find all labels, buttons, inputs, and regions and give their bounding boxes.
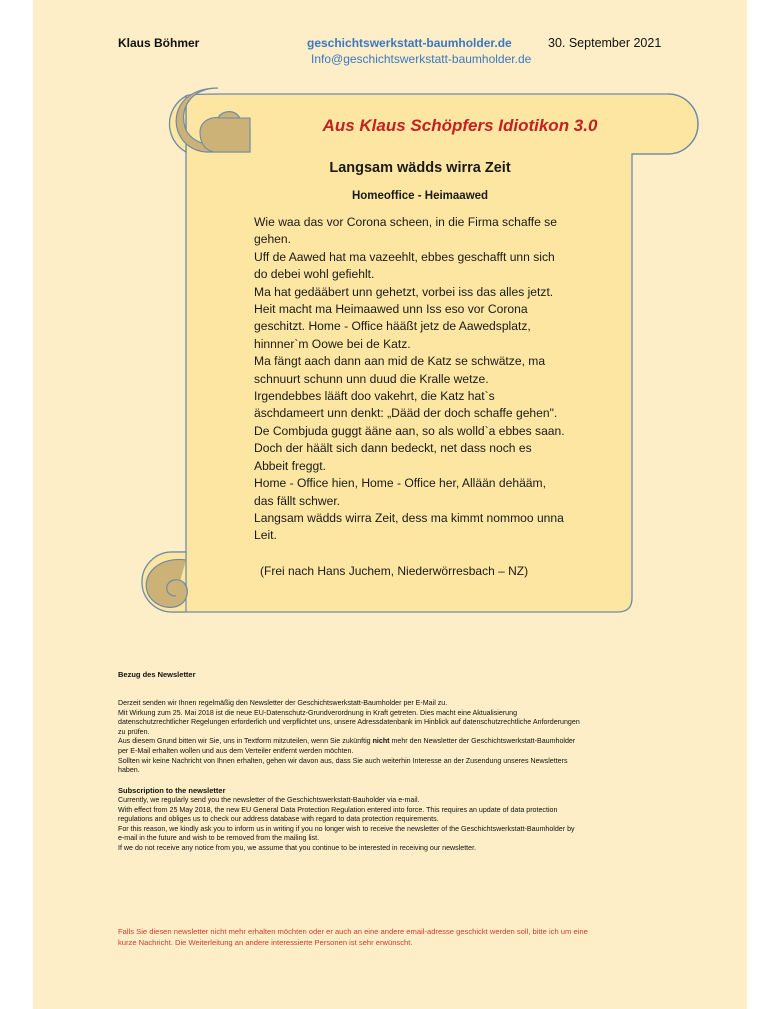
newsletter-text-en: [118, 796, 663, 854]
poem-text: [254, 214, 569, 545]
poem-line: schnuurt schunn unn duud die Kralle wetze.: [254, 371, 489, 386]
text-run: mehr den Newsletter der Geschichtswerkstatt-Baumholder: [389, 737, 576, 746]
document-date: 30. September 2021: [548, 36, 662, 50]
emphasis-nicht: nicht: [372, 737, 390, 746]
poem-line: das fällt schwer.: [254, 493, 341, 508]
poem-subtitle: Homeoffice - Heimaawed: [351, 190, 489, 202]
website-link[interactable]: geschichtswerkstatt-baumholder.de: [307, 36, 512, 50]
poem-line: Home - Office hien, Home - Office her, Allään dehääm,: [254, 476, 546, 491]
poem-line: Wie waa das vor Corona scheen, in die Firma schaffe se: [254, 215, 557, 229]
paragraph-line: For this reason, we kindly ask you to inform us in writing if you no longer wish to receive the newsletter of the Geschichtswerkstatt-Baumholder by: [118, 824, 575, 833]
footer-line: kurze Nachricht. Die Weiterleitung an andere interessierte Personen ist sehr erwünscht.: [118, 938, 413, 947]
poem-line: äschdameert unn denkt: „Dääd der doch schaffe gehen".: [254, 406, 558, 421]
poem-line: Doch der häält sich dann bedeckt, net dass noch es: [254, 441, 532, 456]
poem-line: Uff de Aawed hat ma vazeehlt, ebbes geschafft unn sich: [254, 249, 555, 264]
newsletter-text-de: [118, 699, 663, 776]
poem-line: gehen.: [254, 232, 291, 247]
paragraph-line: Mit Wirkung zum 25. Mai 2018 ist die neue EU-Datenschutz-Grundverordnung in Kraft getreten. Dies macht eine Aktualisierung: [118, 708, 518, 717]
poem-line: Heit macht ma Heimaawed unn Iss eso vor Corona: [254, 302, 528, 317]
paragraph-line: haben.: [118, 766, 140, 775]
poem-line: Irgendebbes lääft doo vakehrt, die Katz hat`s: [254, 389, 495, 404]
paragraph-line: datenschutzrechtlicher Regelungen erforderlich und verpflichtet uns, unsere Adressdatenbank im Hinblick auf datenschutzrechtliche Anforderungen: [118, 718, 580, 727]
paragraph-line: Currently, we regularly send you the newsletter of the Geschichtswerkstatt-Bauholder via e-mail.: [118, 796, 420, 804]
paragraph-line: per E-Mail erhalten wollen und aus dem Verteiler entfernt werden möchten.: [118, 746, 354, 755]
paragraph-line: If we do not receive any notice from you, we assume that you continue to be interested in receiving our newsletter.: [118, 843, 477, 852]
text-run: Aus diesem Grund bitten wir Sie, uns in Textform mitzuteilen, wenn Sie zukünftig: [118, 737, 373, 746]
poem-line: geschitzt. Home - Office hääßt jetz de Aawedsplatz,: [254, 319, 531, 334]
poem-line: do debei wohl gefiehlt.: [254, 267, 375, 282]
paragraph-line: e-mail in the future and wish to be removed from the mailing list.: [118, 834, 320, 843]
poem-line: Leit.: [254, 528, 277, 543]
footer-line: Falls Sie diesen newsletter nicht mehr erhalten möchten oder er auch an eine andere email-adresse geschickt werden soll, bitte ich um eine: [118, 927, 588, 936]
poem-credit: (Frei nach Hans Juchem, Niederwörresbach – NZ): [260, 564, 529, 578]
poem-title: Langsam wädds wirra Zeit: [329, 160, 511, 176]
poem-line: Abbeit freggt.: [254, 458, 326, 473]
poem-line: De Combjuda guggt ääne aan, so als wolld`a ebbes saan.: [254, 423, 565, 438]
newsletter-heading-de: Bezug des Newsletter: [118, 670, 196, 679]
paragraph-line: zu prüfen.: [118, 727, 150, 736]
footer-note: [118, 926, 678, 948]
poem-line: Langsam wädds wirra Zeit, dess ma kimmt nommoo unna: [254, 510, 564, 525]
paragraph-line: regulations and obliges us to check our address database with regard to data protection requirements.: [118, 815, 439, 824]
email-link[interactable]: Info@geschichtswerkstatt-baumholder.de: [311, 52, 532, 66]
paragraph-line: Sollten wir keine Nachricht von Ihnen erhalten, gehen wir davon aus, dass Sie auch weiterhin Interesse an der Zusendung unseres Newsletters: [118, 756, 568, 765]
newsletter-heading-en: Subscription to the newsletter: [118, 786, 226, 795]
poem-line: Ma fängt aach dann aan mid de Katz se schwätze, ma: [254, 354, 546, 369]
scroll-title: Aus Klaus Schöpfers Idiotikon 3.0: [322, 116, 598, 135]
paragraph-line: [118, 737, 663, 747]
author-name: Klaus Böhmer: [118, 36, 200, 50]
paragraph-line: Derzeit senden wir Ihnen regelmäßig den Newsletter der Geschichtswerkstatt-Baumholder per E-Mail zu.: [118, 699, 448, 707]
poem-line: hinnner`m Oowe bei de Katz.: [254, 336, 411, 351]
poem-line: Ma hat gedääbert unn gehetzt, vorbei iss das alles jetzt.: [254, 284, 554, 299]
paragraph-line: With effect from 25 May 2018, the new EU General Data Protection Regulation entered into force. This requires an update of data protection: [118, 805, 558, 814]
